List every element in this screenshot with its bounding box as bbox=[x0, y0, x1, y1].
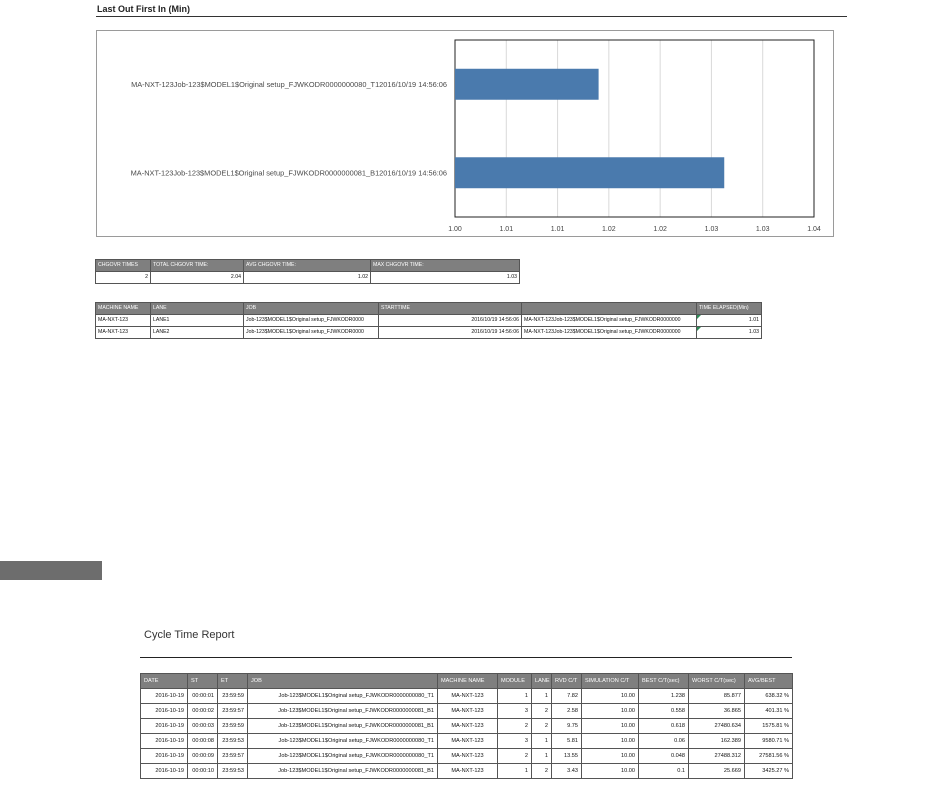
machine-cell: MA-NXT-123 bbox=[96, 315, 151, 327]
table-row bbox=[141, 764, 793, 779]
best-ct-cell: 0.048 bbox=[639, 749, 689, 764]
elapsed-cell: 1.01 bbox=[697, 315, 762, 327]
summary-value: 1.02 bbox=[244, 272, 371, 284]
cycle-header: SIMULATION C/T bbox=[582, 674, 639, 689]
avg-best-cell: 401.31 % bbox=[745, 704, 793, 719]
st-cell: 00:00:01 bbox=[188, 689, 218, 704]
rvd-ct-cell: 9.75 bbox=[552, 719, 582, 734]
cycle-header: DATE bbox=[141, 674, 188, 689]
table-row bbox=[141, 689, 793, 704]
st-cell: 00:00:03 bbox=[188, 719, 218, 734]
cycle-header-row bbox=[141, 674, 793, 689]
label-cell: MA-NXT-123Job-123$MODEL1$Original setup_FJWKODR0000000 bbox=[522, 315, 697, 327]
jobs-header: JOB bbox=[244, 303, 379, 315]
jobs-header-row bbox=[96, 303, 762, 315]
best-ct-cell: 1.238 bbox=[639, 689, 689, 704]
simulation-ct-cell: 10.00 bbox=[582, 764, 639, 779]
module-cell: 1 bbox=[498, 764, 532, 779]
category-label: MA-NXT-123Job-123$MODEL1$Original setup_FJWKODR0000000080_T12016/10/19 14:56:06 bbox=[131, 79, 447, 89]
avg-best-cell: 9580.71 % bbox=[745, 734, 793, 749]
job-cell: Job-123$MODEL1$Original setup_FJWKODR0000000080_T1 bbox=[248, 734, 438, 749]
data-bar bbox=[455, 69, 599, 100]
cycle-header: ST bbox=[188, 674, 218, 689]
worst-ct-cell: 25.669 bbox=[689, 764, 745, 779]
summary-header: AVG CHGOVR TIME: bbox=[244, 260, 371, 272]
module-cell: 3 bbox=[498, 734, 532, 749]
job-cell: Job-123$MODEL1$Original setup_FJWKODR0000 bbox=[244, 315, 379, 327]
date-cell: 2016-10-19 bbox=[141, 704, 188, 719]
cycle-header: MACHINE NAME bbox=[438, 674, 498, 689]
job-cell: Job-123$MODEL1$Original setup_FJWKODR0000 bbox=[244, 327, 379, 339]
lofi-bar-chart bbox=[97, 31, 833, 236]
avg-best-cell: 1575.81 % bbox=[745, 719, 793, 734]
x-tick-label: 1.03 bbox=[755, 226, 770, 233]
date-cell: 2016-10-19 bbox=[141, 719, 188, 734]
rvd-ct-cell: 2.58 bbox=[552, 704, 582, 719]
avg-best-cell: 3425.27 % bbox=[745, 764, 793, 779]
summary-value: 1.03 bbox=[371, 272, 520, 284]
cycle-header: WORST C/T(sec) bbox=[689, 674, 745, 689]
lane-cell: 1 bbox=[532, 749, 552, 764]
lane-cell: LANE1 bbox=[151, 315, 244, 327]
et-cell: 23:59:59 bbox=[218, 719, 248, 734]
cycle-time-divider bbox=[140, 657, 792, 658]
summary-header: CHGOVR TIMES bbox=[96, 260, 151, 272]
rvd-ct-cell: 3.43 bbox=[552, 764, 582, 779]
table-row bbox=[96, 327, 762, 339]
avg-best-cell: 638.32 % bbox=[745, 689, 793, 704]
summary-header: MAX CHGOVR TIME: bbox=[371, 260, 520, 272]
x-tick-label: 1.02 bbox=[602, 226, 616, 233]
cycle-header: AVG/BEST bbox=[745, 674, 793, 689]
lane-cell: LANE2 bbox=[151, 327, 244, 339]
module-cell: 2 bbox=[498, 749, 532, 764]
worst-ct-cell: 162.389 bbox=[689, 734, 745, 749]
lofi-chart-panel bbox=[96, 30, 834, 237]
lane-cell: 2 bbox=[532, 719, 552, 734]
x-tick-label: 1.01 bbox=[550, 226, 565, 233]
job-cell: Job-123$MODEL1$Original setup_FJWKODR0000000080_T1 bbox=[248, 689, 438, 704]
category-label: MA-NXT-123Job-123$MODEL1$Original setup_FJWKODR0000000081_B12016/10/19 14:56:06 bbox=[130, 168, 447, 178]
jobs-header bbox=[522, 303, 697, 315]
worst-ct-cell: 27488.312 bbox=[689, 749, 745, 764]
x-tick-label: 1.04 bbox=[807, 226, 821, 233]
table-row bbox=[141, 749, 793, 764]
worst-ct-cell: 85.877 bbox=[689, 689, 745, 704]
avg-best-cell: 27581.56 % bbox=[745, 749, 793, 764]
st-cell: 00:00:09 bbox=[188, 749, 218, 764]
label-cell: MA-NXT-123Job-123$MODEL1$Original setup_FJWKODR0000000 bbox=[522, 327, 697, 339]
starttime-cell: 2016/10/19 14:56:06 bbox=[379, 327, 522, 339]
summary-value: 2 bbox=[96, 272, 151, 284]
job-changeover-table bbox=[95, 302, 762, 339]
cycle-header: ET bbox=[218, 674, 248, 689]
table-row bbox=[141, 719, 793, 734]
et-cell: 23:59:59 bbox=[218, 689, 248, 704]
table-row bbox=[141, 734, 793, 749]
table-row bbox=[141, 704, 793, 719]
report-title: Last Out First In (Min) bbox=[97, 4, 190, 14]
st-cell: 00:00:02 bbox=[188, 704, 218, 719]
module-cell: 1 bbox=[498, 689, 532, 704]
machine-cell: MA-NXT-123 bbox=[438, 764, 498, 779]
jobs-header: MACHINE NAME bbox=[96, 303, 151, 315]
elapsed-cell: 1.03 bbox=[697, 327, 762, 339]
best-ct-cell: 0.558 bbox=[639, 704, 689, 719]
best-ct-cell: 0.618 bbox=[639, 719, 689, 734]
module-cell: 3 bbox=[498, 704, 532, 719]
summary-header-row bbox=[96, 260, 520, 272]
x-tick-label: 1.02 bbox=[653, 226, 667, 233]
summary-value: 2.04 bbox=[151, 272, 244, 284]
simulation-ct-cell: 10.00 bbox=[582, 749, 639, 764]
gray-bar-block bbox=[0, 561, 102, 580]
job-cell: Job-123$MODEL1$Original setup_FJWKODR0000000080_T1 bbox=[248, 749, 438, 764]
job-cell: Job-123$MODEL1$Original setup_FJWKODR0000000081_B1 bbox=[248, 764, 438, 779]
job-cell: Job-123$MODEL1$Original setup_FJWKODR0000000081_B1 bbox=[248, 719, 438, 734]
data-bar bbox=[455, 157, 724, 188]
date-cell: 2016-10-19 bbox=[141, 749, 188, 764]
x-tick-label: 1.03 bbox=[704, 226, 719, 233]
lane-cell: 1 bbox=[532, 734, 552, 749]
et-cell: 23:59:57 bbox=[218, 704, 248, 719]
machine-cell: MA-NXT-123 bbox=[438, 749, 498, 764]
et-cell: 23:59:57 bbox=[218, 749, 248, 764]
best-ct-cell: 0.1 bbox=[639, 764, 689, 779]
simulation-ct-cell: 10.00 bbox=[582, 704, 639, 719]
summary-header: TOTAL CHGOVR TIME: bbox=[151, 260, 244, 272]
machine-cell: MA-NXT-123 bbox=[438, 734, 498, 749]
rvd-ct-cell: 13.55 bbox=[552, 749, 582, 764]
cycle-header: BEST C/T(sec) bbox=[639, 674, 689, 689]
jobs-header: LANE bbox=[151, 303, 244, 315]
et-cell: 23:59:53 bbox=[218, 764, 248, 779]
summary-value-row bbox=[96, 272, 520, 284]
machine-cell: MA-NXT-123 bbox=[96, 327, 151, 339]
best-ct-cell: 0.06 bbox=[639, 734, 689, 749]
lane-cell: 2 bbox=[532, 704, 552, 719]
starttime-cell: 2016/10/19 14:56:06 bbox=[379, 315, 522, 327]
cycle-header: RVD C/T bbox=[552, 674, 582, 689]
st-cell: 00:00:10 bbox=[188, 764, 218, 779]
x-tick-label: 1.01 bbox=[499, 226, 514, 233]
cycle-header: LANE bbox=[532, 674, 552, 689]
rvd-ct-cell: 5.81 bbox=[552, 734, 582, 749]
table-row bbox=[96, 315, 762, 327]
jobs-header: STARTTIME bbox=[379, 303, 522, 315]
date-cell: 2016-10-19 bbox=[141, 764, 188, 779]
simulation-ct-cell: 10.00 bbox=[582, 734, 639, 749]
cycle-header: JOB bbox=[248, 674, 438, 689]
x-tick-label: 1.00 bbox=[448, 226, 462, 233]
machine-cell: MA-NXT-123 bbox=[438, 719, 498, 734]
cycle-time-report-title: Cycle Time Report bbox=[144, 629, 235, 641]
machine-cell: MA-NXT-123 bbox=[438, 704, 498, 719]
cycle-header: MODULE bbox=[498, 674, 532, 689]
plot-area bbox=[455, 40, 814, 217]
lane-cell: 2 bbox=[532, 764, 552, 779]
date-cell: 2016-10-19 bbox=[141, 689, 188, 704]
module-cell: 2 bbox=[498, 719, 532, 734]
jobs-header: TIME ELAPSED(Min) bbox=[697, 303, 762, 315]
rvd-ct-cell: 7.82 bbox=[552, 689, 582, 704]
simulation-ct-cell: 10.00 bbox=[582, 719, 639, 734]
date-cell: 2016-10-19 bbox=[141, 734, 188, 749]
machine-cell: MA-NXT-123 bbox=[438, 689, 498, 704]
simulation-ct-cell: 10.00 bbox=[582, 689, 639, 704]
worst-ct-cell: 36.865 bbox=[689, 704, 745, 719]
job-cell: Job-123$MODEL1$Original setup_FJWKODR0000000081_B1 bbox=[248, 704, 438, 719]
title-divider bbox=[96, 16, 847, 17]
cycle-time-table bbox=[140, 673, 793, 779]
et-cell: 23:59:53 bbox=[218, 734, 248, 749]
changeover-summary-table bbox=[95, 259, 520, 284]
worst-ct-cell: 27480.634 bbox=[689, 719, 745, 734]
st-cell: 00:00:08 bbox=[188, 734, 218, 749]
lane-cell: 1 bbox=[532, 689, 552, 704]
